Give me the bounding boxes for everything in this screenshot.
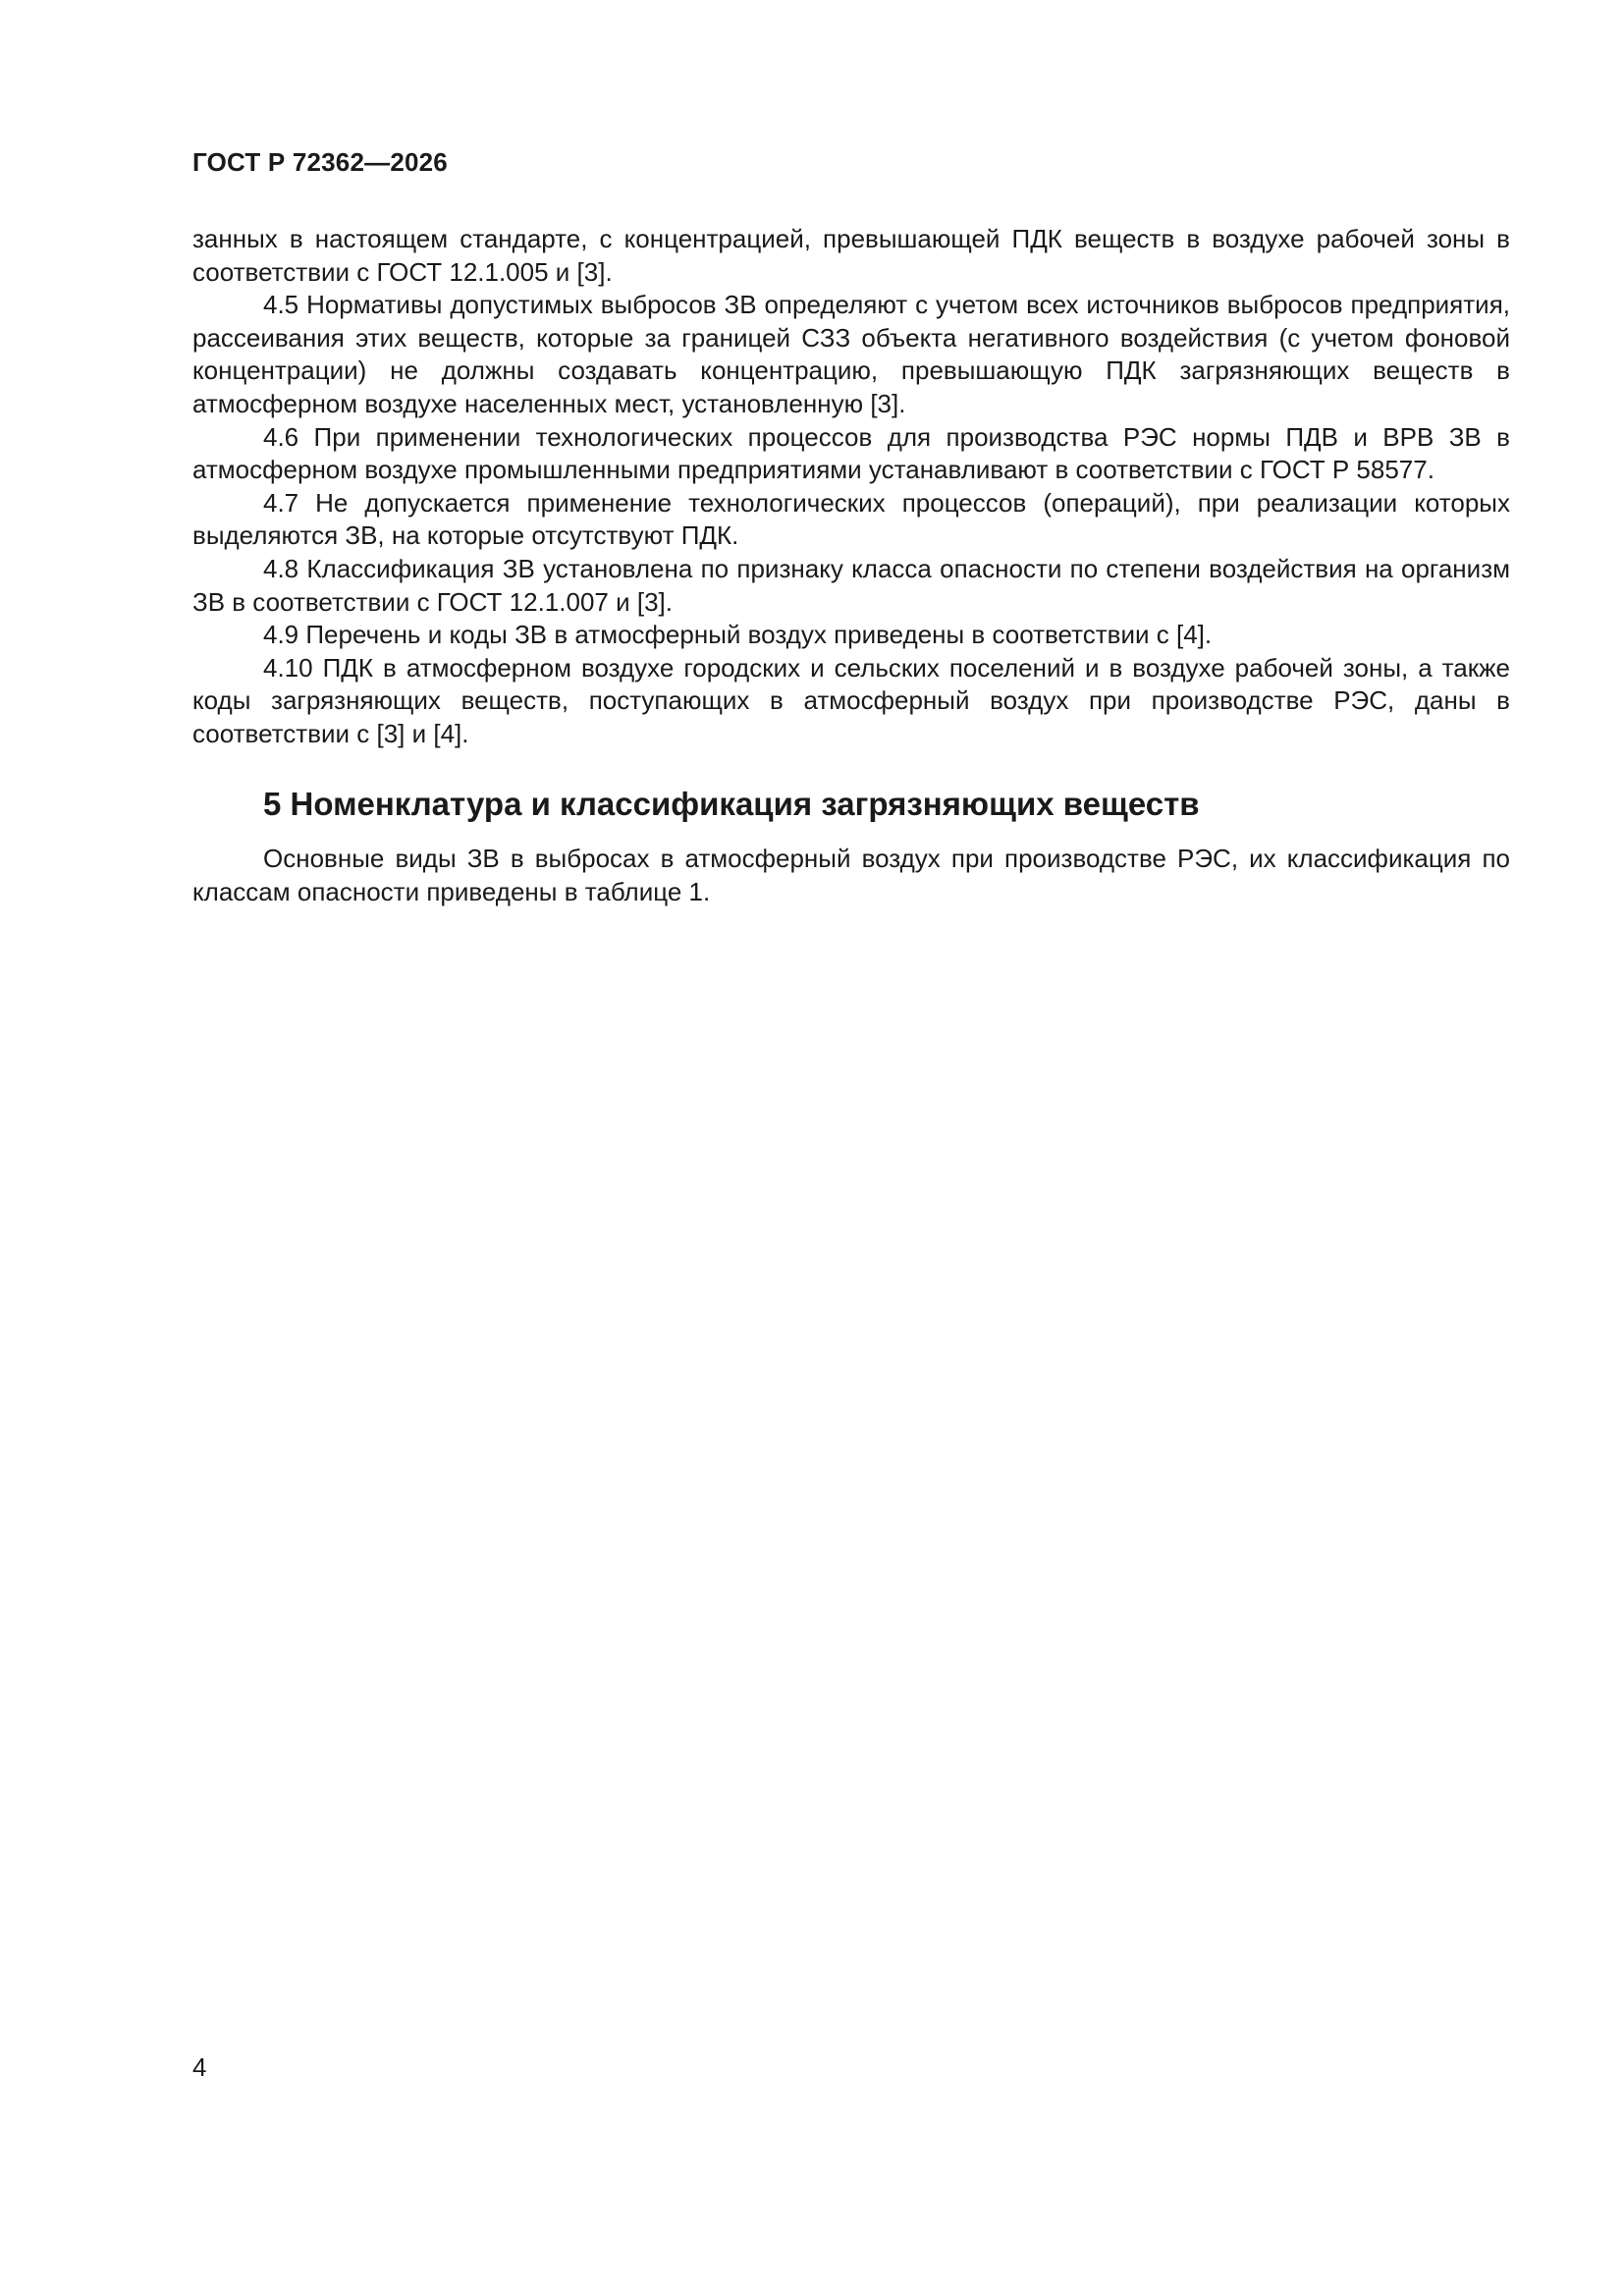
section-5-heading: 5 Номенклатура и классификация загрязняющих веществ [263, 786, 1200, 822]
paragraph-4-6: 4.6 При применении технологических процессов для производства РЭС нормы ПДВ и ВРВ ЗВ в атмосферном воздухе промышленными предприятиями устанавливают в соответствии с ГОСТ Р 58577. [192, 421, 1510, 485]
paragraph-4-8: 4.8 Классификация ЗВ установлена по признаку класса опасности по степени воздействия на организм ЗВ в соответствии с ГОСТ 12.1.007 и [3]. [192, 553, 1510, 617]
paragraph-continuation: занных в настоящем стандарте, с концентрацией, превышающей ПДК веществ в воздухе рабочей зоны в соответствии с ГОСТ 12.1.005 и [3]. [192, 224, 1510, 287]
page-number: 4 [192, 2052, 207, 2082]
paragraph-4-7: 4.7 Не допускается применение технологических процессов (операций), при реализации которых выделяются ЗВ, на которые отсутствуют ПДК. [192, 487, 1510, 551]
paragraph-4-9: 4.9 Перечень и коды ЗВ в атмосферный воздух приведены в соответствии с [4]. [263, 620, 1213, 650]
paragraph-4-10: 4.10 ПДК в атмосферном воздухе городских и сельских поселений и в воздухе рабочей зоны, а также коды загрязняющих веществ, поступающих в атмосферный воздух при производстве РЭС, даны в соответствии с [3] и [4]. [192, 652, 1510, 748]
paragraph-4-5: 4.5 Нормативы допустимых выбросов ЗВ определяют с учетом всех источников выбросов предприятия, рассеивания этих веществ, которые за границей СЗЗ объекта негативного воздействия (с учетом фоновой концентрации) не должны создавать концентрацию, превышающую ПДК загрязняющих веществ в атмосферном воздухе населенных мест, установленную [3]. [192, 290, 1510, 418]
document-body [192, 223, 1510, 751]
section-5-body [192, 842, 1510, 908]
section-5-paragraph: Основные виды ЗВ в выбросах в атмосферный воздух при производстве РЭС, их классификация по классам опасности приведены в таблице 1. [192, 844, 1510, 906]
document-header-code: ГОСТ Р 72362—2026 [192, 147, 448, 177]
